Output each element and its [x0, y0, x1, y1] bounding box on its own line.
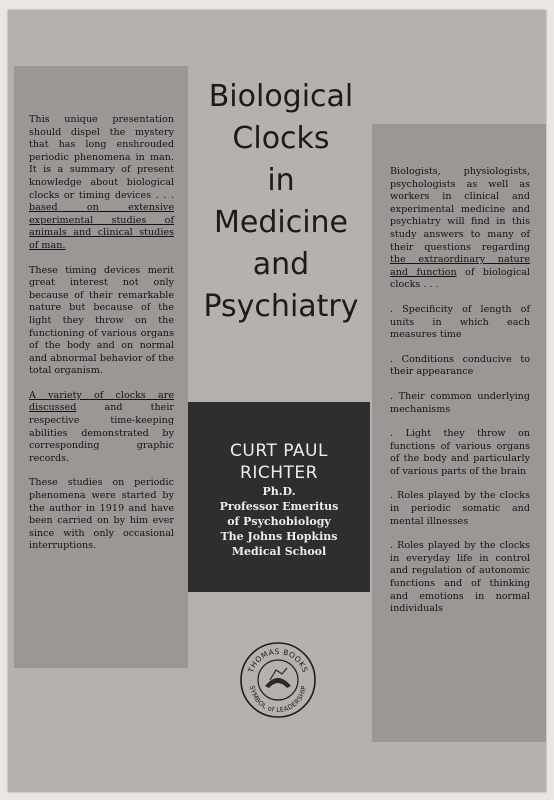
- text-run: and their respective time-keeping abilities demonstrated by corresponding graphic records.: [29, 402, 174, 464]
- left-paragraph-1: [29, 114, 174, 253]
- right-list-item: . Specificity of length of units in which each measures time: [390, 303, 530, 341]
- right-list-item: . Light they throw on functions of various organs of the body and particularly of various parts of the brain: [390, 428, 530, 477]
- underlined-text: based on extensive experimental studies of animals and clinical studies of man.: [29, 202, 174, 251]
- author-credentials: [188, 484, 370, 559]
- author-box: [188, 402, 370, 592]
- title-line: in: [267, 163, 295, 198]
- seal-top-text: THOMAS BOOKS: [246, 646, 310, 674]
- right-list-item: . Roles played by the clocks in everyday life in control and regulation of autonomic functions and of thinking and emotions in normal individuals: [390, 540, 530, 615]
- author-degree: Ph.D.: [262, 485, 296, 498]
- book-title: [190, 76, 372, 328]
- publisher-seal-icon: [238, 640, 318, 720]
- author-role-line: of Psychobiology: [227, 515, 331, 528]
- left-column-text: [29, 114, 174, 565]
- underlined-text: A variety of clocks are discussed: [29, 389, 174, 414]
- text-run: of biological clocks . . .: [390, 266, 530, 291]
- right-column-text: [390, 166, 530, 628]
- right-list-item: . Their common underlying mechanisms: [390, 390, 530, 415]
- title-line: Medicine: [213, 205, 349, 240]
- right-list-item: . Conditions conducive to their appearance: [390, 353, 530, 378]
- title-line: Biological: [208, 79, 354, 114]
- title-line: and: [252, 247, 310, 282]
- author-name-line: CURT PAUL: [230, 441, 328, 461]
- right-list-item: . Roles played by the clocks in periodic somatic and mental illnesses: [390, 490, 530, 527]
- author-affiliation-line: Medical School: [231, 545, 327, 558]
- author-name-line: RICHTER: [240, 463, 318, 483]
- text-run: Biologists, physiologists, psychologists as well as workers in clinical and experimental medicine and psychiatry will find in this study answers to many of their questions regarding: [390, 166, 530, 253]
- author-role-line: Professor Emeritus: [219, 500, 339, 513]
- text-run: This unique presentation should dispel the mystery that has long enshrouded periodic phenomena in man. It is a summary of present knowledge about biological clocks or timing devices . . .: [29, 114, 174, 201]
- author-name: [188, 440, 370, 484]
- right-intro: [390, 166, 530, 292]
- underlined-text: the extraordinary nature and function: [390, 254, 530, 278]
- seal-bottom-text: SYMBOL of LEADERSHIP: [247, 685, 308, 715]
- left-paragraph-4: These studies on periodic phenomena were started by the author in 1919 and have been carried on by him ever since with only occasional interruptions.: [29, 477, 174, 552]
- title-line: Clocks: [232, 121, 330, 156]
- title-line: Psychiatry: [203, 289, 359, 324]
- left-paragraph-3: [29, 390, 174, 466]
- left-paragraph-2: These timing devices merit great interest not only because of their remarkable nature but because of the light they throw on the functioning of various organs of the body and on normal and abnormal behavior of the total organism.: [29, 264, 174, 377]
- author-affiliation-line: The Johns Hopkins: [220, 530, 338, 543]
